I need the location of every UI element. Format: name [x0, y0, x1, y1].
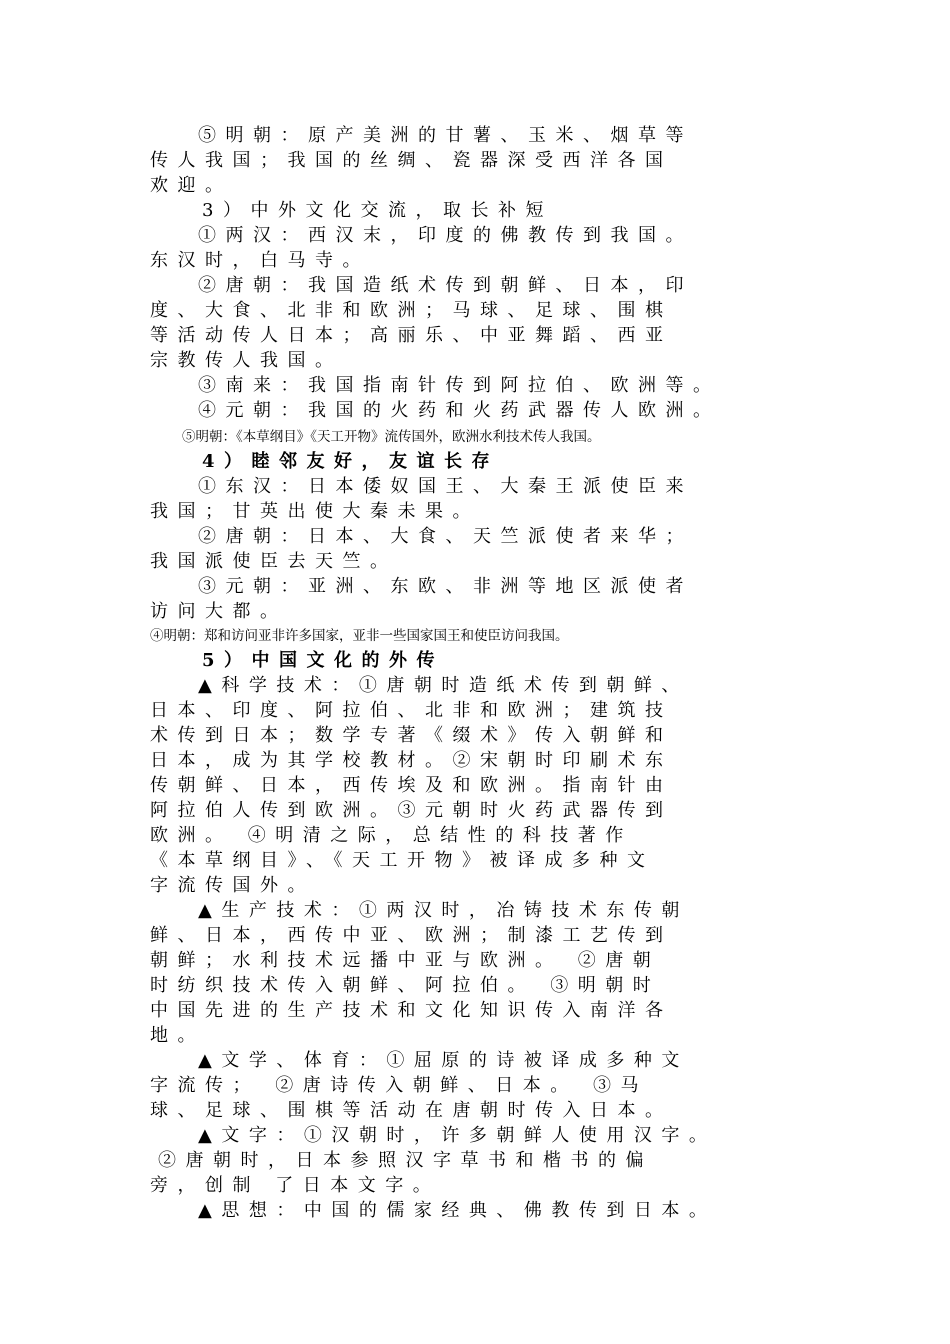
text-line: ③元朝：亚洲、东欧、非洲等地区派使者	[198, 576, 693, 597]
text-line: ①两汉：西汉末，印度的佛教传到我国。	[198, 225, 693, 246]
text-line: 宗教传人我国。	[150, 350, 343, 371]
text-line: 传人我国；我国的丝绸、瓷器深受西洋各国	[150, 150, 673, 171]
text-line: 地。	[150, 1025, 205, 1046]
text-line: 《本草纲目》、《天工开物》被译成多种文	[150, 850, 655, 871]
text-line: 我国；甘英出使大秦未果。	[150, 501, 480, 522]
text-line: 鲜、日本，西传中亚、欧洲；制漆工艺传到	[150, 925, 673, 946]
section-heading: 4）睦邻友好，友谊长存	[202, 451, 500, 472]
text-line: 术传到日本；数学专著《缀术》传入朝鲜和	[150, 725, 673, 746]
text-line: ②唐朝：日本、大食、天竺派使者来华；	[198, 526, 693, 547]
text-line: ▲生产技术：①两汉时，冶铸技术东传朝	[198, 900, 689, 921]
text-line: 欢迎。	[150, 175, 233, 196]
text-line-small: ④明朝：郑和访问亚非许多国家，亚非一些国家国王和使臣访问我国。	[150, 628, 569, 644]
text-line: 时纺织技术传入朝鲜、阿拉伯。 ③明朝时	[150, 975, 661, 996]
text-line: ▲文学、体育：①屈原的诗被译成多种文	[198, 1050, 689, 1071]
text-line: ③南来：我国指南针传到阿拉伯、欧洲等。	[198, 375, 721, 396]
text-line: 度、大食、北非和欧洲；马球、足球、围棋	[150, 300, 673, 321]
text-line: ②唐朝时，日本参照汉字草书和楷书的偏	[158, 1150, 653, 1171]
text-line: ▲文字：①汉朝时，许多朝鲜人使用汉字。	[198, 1125, 717, 1146]
text-line: 日本、印度、阿拉伯、北非和欧洲；建筑技	[150, 700, 673, 721]
text-line: ②唐朝：我国造纸术传到朝鲜、日本，印	[198, 275, 693, 296]
text-line: 欧洲。 ④明清之际，总结性的科技著作	[150, 825, 633, 846]
text-line: 字流传； ②唐诗传入朝鲜、日本。 ③马	[150, 1075, 648, 1096]
text-line: ▲科学技术：①唐朝时造纸术传到朝鲜、	[198, 675, 689, 696]
text-line: 东汉时，白马寺。	[150, 250, 370, 271]
text-line: ④元朝：我国的火药和火药武器传人欧洲。	[198, 400, 721, 421]
text-line: 等活动传人日本；高丽乐、中亚舞蹈、西亚	[150, 325, 673, 346]
text-line: 访问大都。	[150, 601, 288, 622]
text-line: 球、足球、围棋等活动在唐朝时传入日本。	[150, 1100, 673, 1121]
text-line: 中国先进的生产技术和文化知识传入南洋各	[150, 1000, 673, 1021]
text-line: 阿拉伯人传到欧洲。③元朝时火药武器传到	[150, 800, 673, 821]
text-line: 朝鲜；水利技术远播中亚与欧洲。 ②唐朝	[150, 950, 661, 971]
section-heading: 3）中外文化交流，取长补短	[202, 200, 553, 221]
text-line-small: ⑤明朝：《本草纲目》《天工开物》流传国外，欧洲水利技术传人我国。	[182, 429, 601, 445]
text-line: 我国派使臣去天竺。	[150, 551, 398, 572]
text-line: ①东汉：日本倭奴国王、大秦王派使臣来	[198, 476, 693, 497]
section-heading: 5）中国文化的外传	[202, 650, 445, 671]
text-line: ⑤明朝：原产美洲的甘薯、玉米、烟草等	[198, 125, 693, 146]
text-line: 字流传国外。	[150, 875, 315, 896]
text-line: 传朝鲜、日本，西传埃及和欧洲。指南针由	[150, 775, 673, 796]
text-line: 日本，成为其学校教材。②宋朝时印刷术东	[150, 750, 673, 771]
text-line: ▲思想：中国的儒家经典、佛教传到日本。	[198, 1200, 717, 1221]
text-line: 旁，创制 了日本文字。	[150, 1175, 441, 1196]
